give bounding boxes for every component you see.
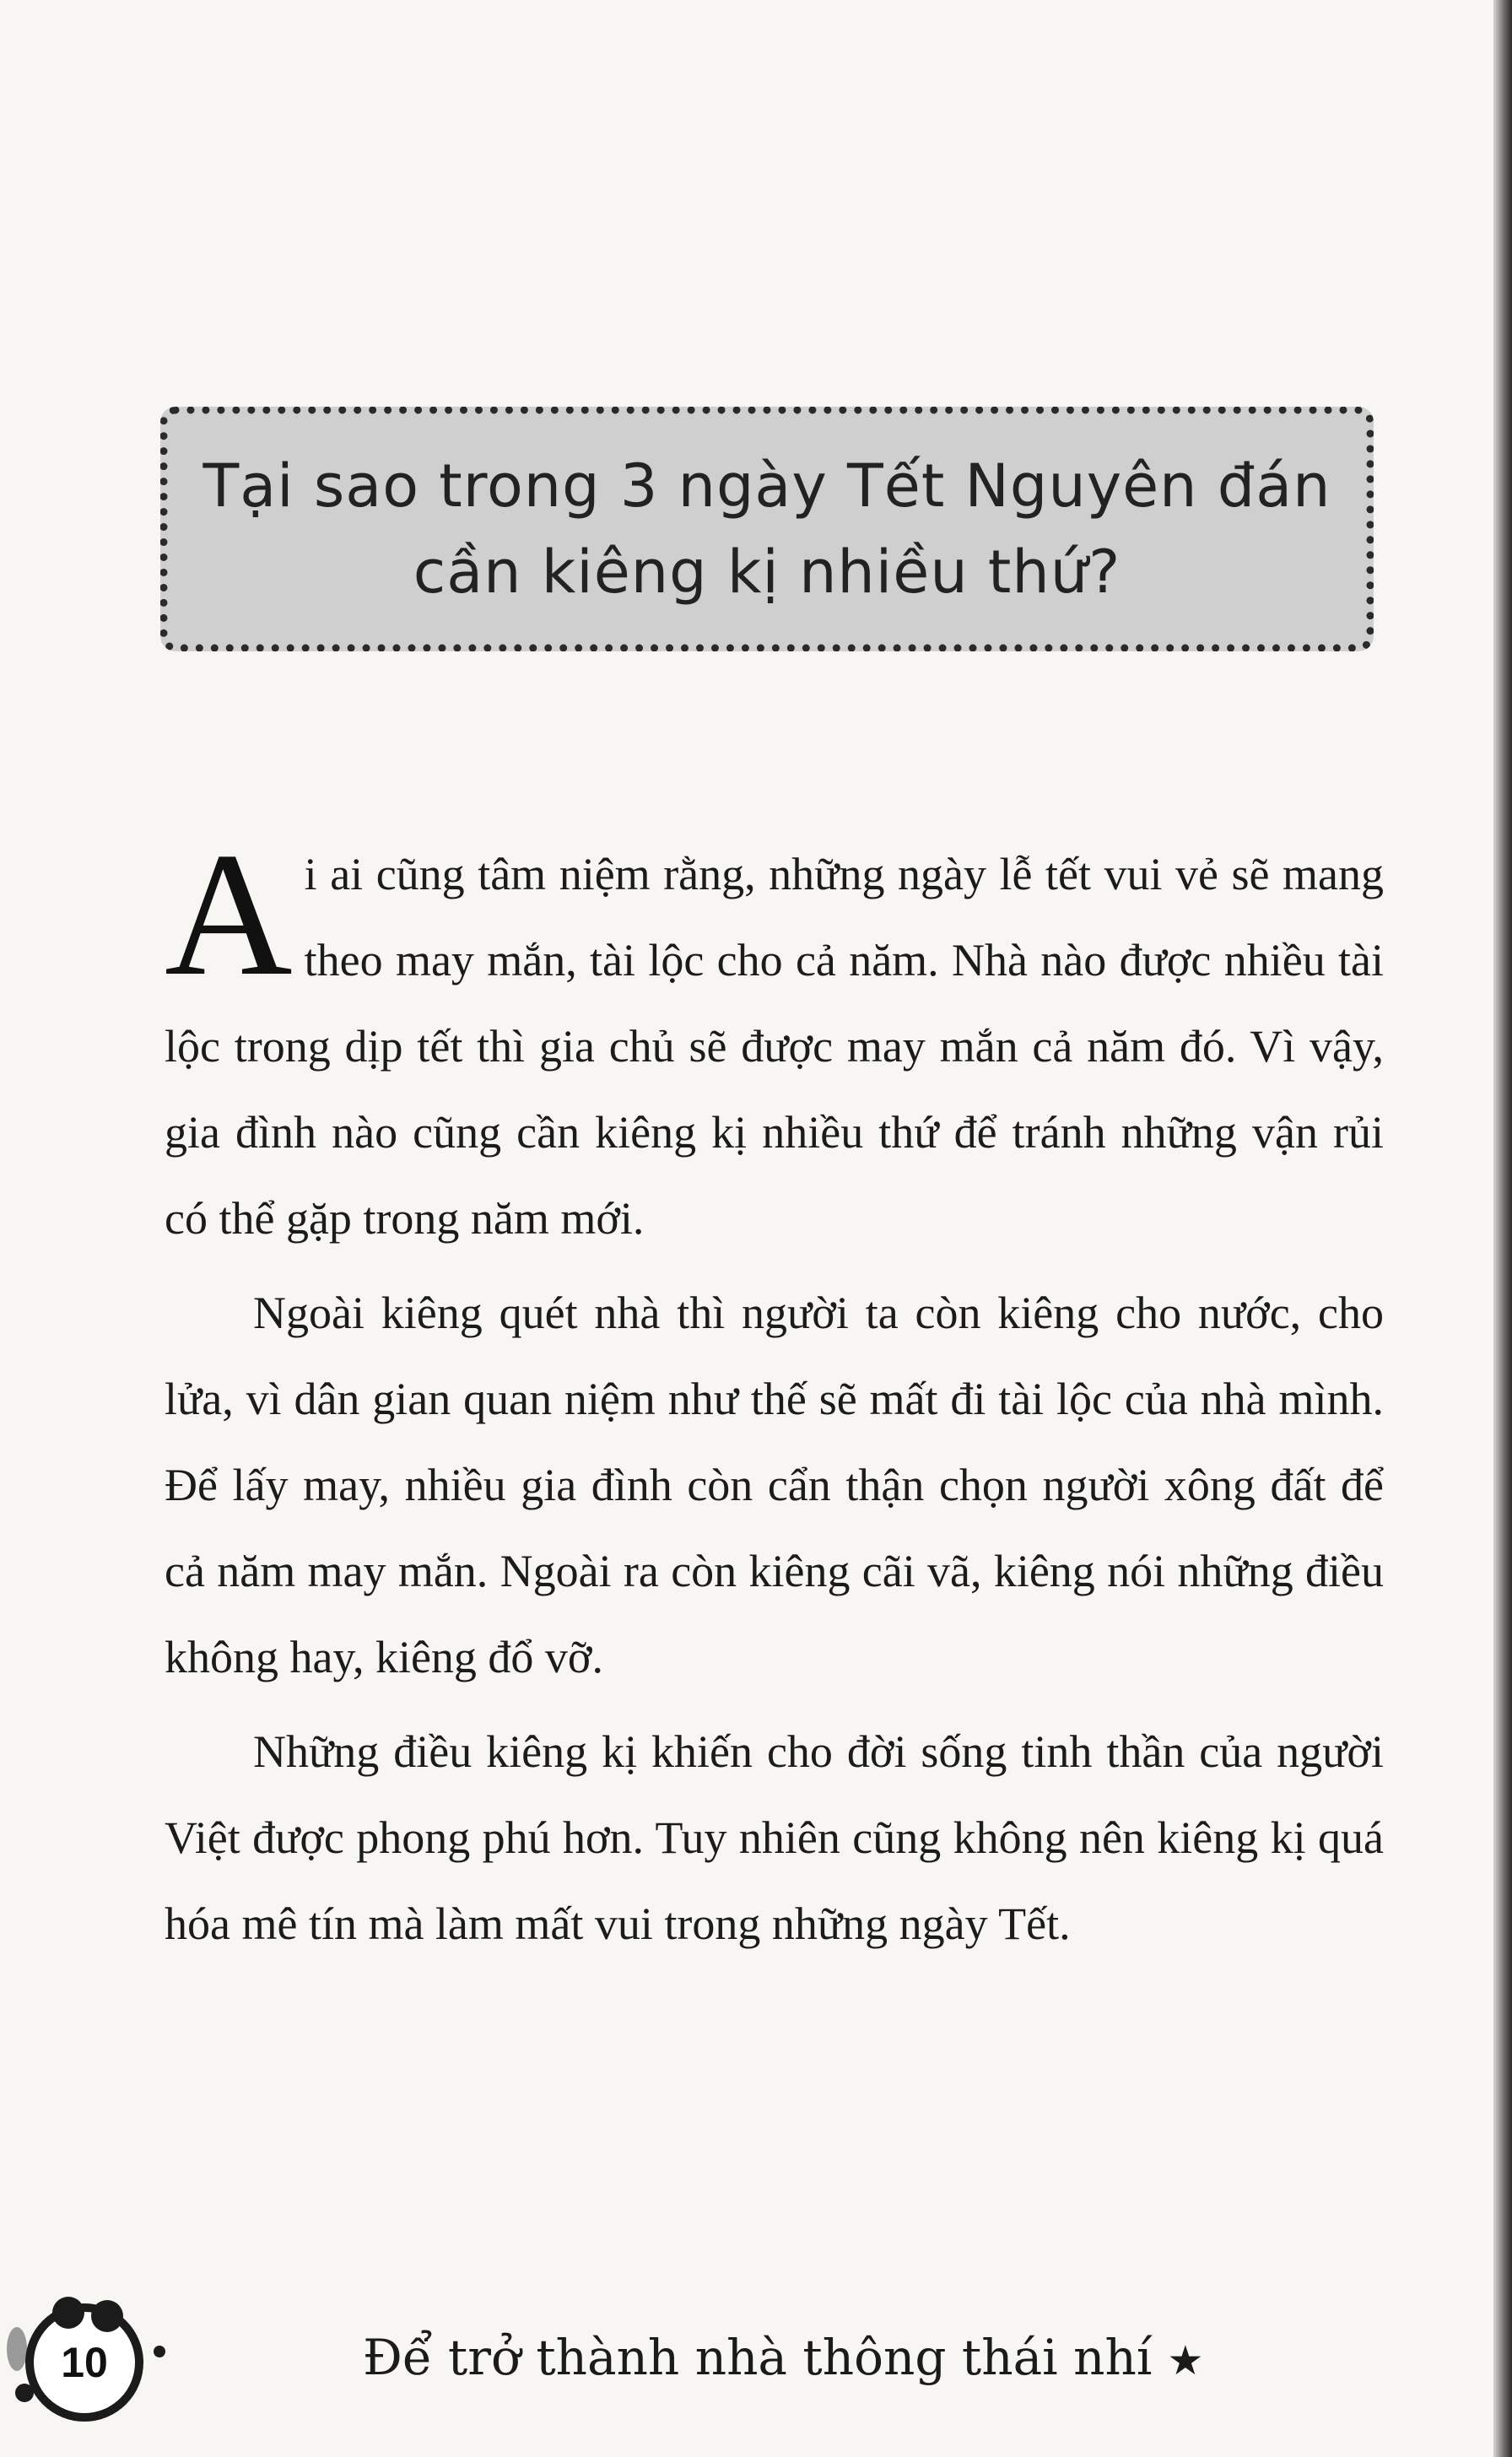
page-number: 10	[61, 2339, 108, 2386]
page-number-badge	[25, 2303, 143, 2422]
chapter-title-line-1: Tại sao trong 3 ngày Tết Nguyên đán	[202, 451, 1331, 521]
paragraph-3: Những điều kiêng kị khiến cho đời sống tinh thần của người Việt được phong phú hơn. Tuy nhiên cũng không nên kiêng kị quá hóa mê tín mà làm mất vui trong những ngày Tết.	[165, 1726, 1384, 1949]
chapter-title-box	[160, 407, 1374, 651]
drop-cap: A	[165, 817, 293, 1012]
paragraph-1	[165, 817, 1384, 1261]
paragraph-1-text: i ai cũng tâm niệm rằng, những ngày lễ tết vui vẻ sẽ mang theo may mắn, tài lộc cho cả năm. Nhà nào được nhiều tài lộc trong dịp tết thì gia chủ sẽ được may mắn cả năm đó. Vì vậy, gia đình nào cũng cần kiêng kị nhiều thứ để tránh những vận rủi có thể gặp trong năm mới.	[165, 849, 1384, 1244]
footer-book-title	[363, 2329, 1203, 2386]
page-edge-shadow	[1493, 0, 1512, 2457]
book-title-text: Để trở thành nhà thông thái nhí	[363, 2329, 1153, 2386]
chapter-title-line-2: cần kiêng kị nhiều thứ?	[413, 537, 1121, 607]
body-text	[165, 817, 1384, 1975]
page-footer	[0, 2278, 1512, 2457]
decor-dot-icon	[154, 2346, 165, 2357]
decor-dot-icon	[7, 2327, 27, 2371]
star-icon: ★	[1167, 2337, 1204, 2384]
paragraph-2: Ngoài kiêng quét nhà thì người ta còn kiêng cho nước, cho lửa, vì dân gian quan niệm như thế sẽ mất đi tài lộc của nhà mình. Để lấy may, nhiều gia đình còn cẩn thận chọn người xông đất để cả năm may mắn. Ngoài ra còn kiêng cãi vã, kiêng nói những điều không hay, kiêng đổ vỡ.	[165, 1288, 1384, 1682]
